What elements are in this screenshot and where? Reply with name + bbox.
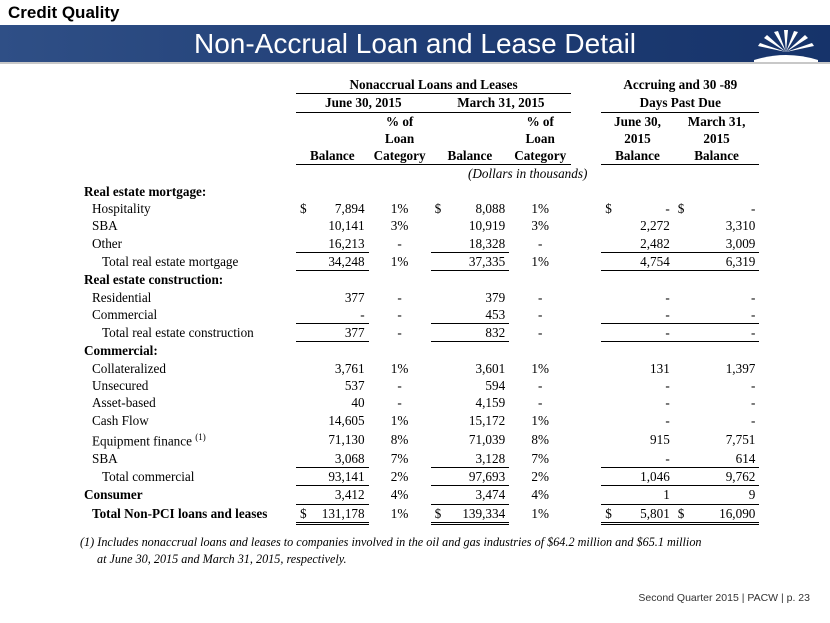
header-year: 2015 (703, 130, 730, 146)
cell-accruing-june: - (665, 201, 670, 217)
cell-accruing-june: - (665, 378, 670, 394)
cell-balance-june: 7,894 (334, 201, 365, 217)
cell-pct-march: 3% (531, 218, 549, 234)
cell-pct-june: 1% (390, 201, 409, 217)
cell-pct-june: - (397, 325, 402, 341)
table-row (80, 450, 759, 468)
cell-balance-march: 8,088 (475, 201, 506, 217)
table-row (80, 200, 759, 217)
cell-balance-march: 832 (445, 324, 509, 342)
cell-accruing-march: - (750, 412, 756, 428)
cell-balance-march: 71,039 (468, 431, 506, 447)
header-year: 2015 (624, 130, 651, 146)
cell-pct-june: - (397, 395, 402, 411)
cell-accruing-june: 1,046 (616, 467, 674, 485)
cell-balance-june: 3,412 (311, 486, 369, 504)
cell-accruing-june: - (616, 324, 674, 342)
cell-pct-march: - (537, 289, 543, 305)
cell-accruing-june: - (665, 395, 670, 411)
cell-pct-june: 1% (390, 253, 409, 269)
currency-symbol: $ (601, 504, 616, 523)
cell-balance-march: 10,919 (468, 218, 506, 234)
header-pct-of: % of (526, 113, 554, 129)
units-note: (Dollars in thousands) (467, 166, 588, 182)
table-row (80, 360, 759, 377)
cell-accruing-march: - (688, 324, 759, 342)
cell-balance-june: 16,213 (311, 235, 369, 253)
header-pct-of: % of (385, 113, 414, 129)
row-label: Total commercial (102, 468, 195, 484)
cell-balance-june: - (311, 306, 369, 324)
cell-accruing-march: 6,319 (688, 252, 759, 270)
table-row (80, 252, 759, 270)
cell-accruing-june: - (665, 289, 670, 305)
table-row (80, 306, 759, 324)
cell-pct-june: - (397, 235, 402, 251)
header-loan: Loan (384, 130, 415, 146)
cell-pct-march: 1% (531, 253, 549, 269)
row-label: Asset-based (92, 395, 156, 411)
cell-accruing-june: 131 (650, 360, 670, 376)
table-row (80, 235, 759, 253)
row-label: Total real estate construction (102, 325, 254, 341)
sunburst-logo-icon (750, 26, 822, 62)
cell-balance-march: 379 (485, 289, 506, 305)
table-row (80, 467, 759, 485)
cell-pct-june: - (397, 307, 402, 323)
row-label: Total real estate mortgage (102, 253, 239, 269)
table-row (80, 429, 759, 450)
row-label-text: Equipment finance (92, 433, 192, 449)
currency-symbol: $ (296, 504, 311, 523)
cell-pct-june: 4% (390, 487, 409, 503)
cell-accruing-march: 1,397 (725, 360, 756, 376)
cell-balance-june: 3,761 (334, 360, 365, 376)
footnote-marker: (1) (195, 431, 206, 442)
section-real-estate-mortgage: Real estate mortgage: (84, 183, 207, 199)
table-row (80, 412, 759, 429)
cell-pct-march: - (537, 307, 543, 323)
row-label: Total Non-PCI loans and leases (92, 506, 268, 522)
cell-balance-june: 40 (351, 395, 365, 411)
header-accruing-2: Days Past Due (601, 94, 759, 112)
cell-balance-march: 97,693 (445, 467, 509, 485)
row-label: Unsecured (92, 378, 149, 394)
header-june: June 30, (614, 113, 661, 129)
header-loan: Loan (525, 130, 555, 146)
cell-balance-march: 15,172 (468, 412, 506, 428)
cell-balance-june: 377 (344, 289, 365, 305)
cell-balance-june: 131,178 (311, 504, 369, 523)
page-footer: Second Quarter 2015 | PACW | p. 23 (638, 592, 810, 604)
cell-pct-march: 4% (531, 487, 549, 503)
currency-symbol: $ (605, 201, 612, 217)
cell-accruing-march: 16,090 (688, 504, 759, 523)
row-label: Commercial (92, 307, 158, 323)
banner-separator (0, 62, 830, 64)
currency-symbol: $ (300, 201, 307, 217)
cell-accruing-june: - (665, 412, 670, 428)
cell-accruing-march: 614 (688, 450, 759, 468)
cell-balance-march: 3,601 (475, 360, 506, 376)
cell-balance-june: 10,141 (328, 218, 365, 234)
currency-symbol: $ (431, 504, 446, 523)
row-label: Other (92, 235, 123, 251)
cell-balance-march: 18,328 (445, 235, 509, 253)
row-label: Residential (92, 289, 152, 305)
cell-pct-march: - (537, 378, 543, 394)
header-march: March 31, (687, 113, 746, 129)
cell-pct-march: 1% (531, 360, 549, 376)
currency-symbol: $ (434, 201, 442, 217)
currency-symbol: $ (677, 201, 685, 217)
cell-accruing-june: 915 (650, 431, 670, 447)
table-row (80, 394, 759, 411)
cell-accruing-march: 9,762 (688, 467, 759, 485)
cell-balance-june: 377 (311, 324, 369, 342)
cell-balance-march: 453 (445, 306, 509, 324)
row-label: SBA (92, 450, 118, 466)
slide-label: Credit Quality (8, 3, 120, 22)
cell-balance-june: 71,130 (328, 431, 365, 447)
cell-accruing-march: - (750, 289, 756, 305)
cell-accruing-march: - (688, 306, 759, 324)
header-accruing-1: Accruing and 30 -89 (623, 77, 738, 93)
cell-balance-march: 3,474 (445, 486, 509, 504)
header-period-june: June 30, 2015 (296, 94, 431, 112)
cell-balance-june: 3,068 (311, 450, 369, 468)
cell-pct-june: - (397, 378, 402, 394)
cell-pct-march: - (537, 325, 543, 341)
cell-pct-june: 1% (390, 412, 409, 428)
table-row (80, 377, 759, 394)
header-balance: Balance (431, 147, 510, 165)
section-commercial: Commercial: (84, 343, 158, 359)
cell-pct-march: 8% (531, 431, 549, 447)
table-row (80, 217, 759, 234)
header-nonaccrual: Nonaccrual Loans and Leases (296, 76, 571, 94)
cell-balance-june: 93,141 (311, 467, 369, 485)
header-balance: Balance (296, 147, 369, 165)
cell-balance-june: 34,248 (311, 252, 369, 270)
header-period-march: March 31, 2015 (431, 94, 572, 112)
cell-accruing-march: 3,009 (688, 235, 759, 253)
table-row (80, 504, 759, 523)
cell-accruing-march: - (750, 395, 756, 411)
header-balance: Balance (601, 147, 674, 165)
cell-accruing-june: - (616, 306, 674, 324)
section-real-estate-construction: Real estate construction: (84, 272, 224, 288)
cell-pct-june: - (397, 289, 402, 305)
cell-pct-march: 7% (531, 450, 549, 466)
row-label: Collateralized (92, 360, 166, 376)
cell-accruing-march: 7,751 (725, 431, 756, 447)
cell-balance-march: 594 (485, 378, 506, 394)
cell-pct-june: 7% (390, 450, 409, 466)
table-row (80, 289, 759, 306)
cell-pct-june: 8% (390, 431, 409, 447)
cell-accruing-march: 9 (688, 486, 759, 504)
cell-balance-march: 4,159 (475, 395, 506, 411)
cell-pct-march: - (537, 235, 543, 251)
cell-accruing-june: 4,754 (616, 252, 674, 270)
cell-pct-june: 2% (390, 468, 409, 484)
cell-pct-june: 1% (390, 360, 409, 376)
footnote (80, 534, 702, 568)
cell-balance-march: 3,128 (445, 450, 509, 468)
cell-accruing-june: 5,801 (616, 504, 674, 523)
cell-accruing-march: - (750, 201, 756, 217)
cell-accruing-march: 3,310 (725, 218, 756, 234)
cell-pct-march: 1% (531, 201, 549, 217)
row-label: SBA (92, 218, 118, 234)
page-title: Non-Accrual Loan and Lease Detail (193, 28, 637, 59)
footnote-line-1: (1) Includes nonaccrual loans and leases to companies involved in the oil and gas industries of $64.2 million and $65.1 million (80, 535, 702, 549)
cell-pct-june: 3% (390, 218, 409, 234)
footnote-line-2: at June 30, 2015 and March 31, 2015, respectively. (97, 552, 347, 566)
cell-pct-june: 1% (390, 506, 409, 522)
cell-accruing-june: 2,482 (616, 235, 674, 253)
cell-accruing-june: 2,272 (640, 218, 670, 234)
currency-symbol: $ (674, 504, 689, 523)
title-banner (0, 25, 830, 62)
cell-accruing-june: - (616, 450, 674, 468)
table-row (80, 486, 759, 504)
nonaccrual-table (80, 76, 759, 525)
cell-balance-june: 537 (344, 378, 365, 394)
cell-pct-march: 2% (531, 468, 549, 484)
cell-pct-march: - (537, 395, 543, 411)
cell-pct-march: 1% (531, 506, 549, 522)
header-balance: Balance (674, 147, 760, 165)
row-label: Hospitality (92, 201, 151, 217)
cell-pct-march: 1% (531, 412, 549, 428)
cell-accruing-march: - (750, 378, 756, 394)
cell-balance-june: 14,605 (328, 412, 365, 428)
row-label (80, 429, 296, 450)
cell-balance-march: 37,335 (445, 252, 509, 270)
cell-accruing-june: 1 (616, 486, 674, 504)
row-label: Cash Flow (92, 412, 149, 428)
row-label: Consumer (84, 487, 143, 503)
cell-balance-march: 139,334 (445, 504, 509, 523)
header-category: Category (509, 147, 571, 165)
table-row (80, 324, 759, 342)
header-category: Category (369, 147, 431, 165)
